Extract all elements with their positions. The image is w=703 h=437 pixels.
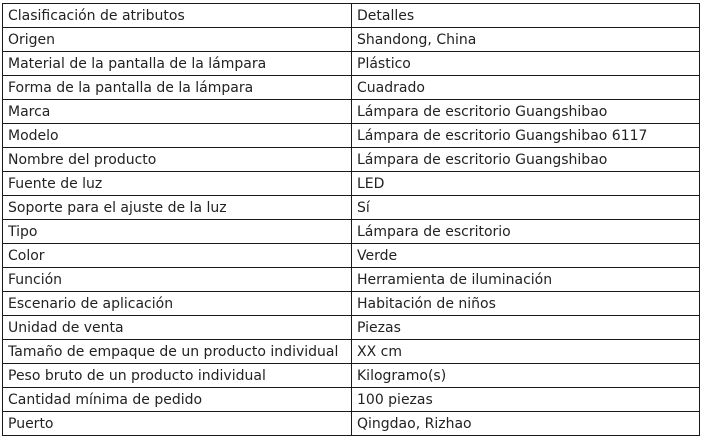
detail-cell: Qingdao, Rizhao — [352, 412, 700, 436]
table-row — [3, 316, 700, 340]
detail-cell: 100 piezas — [352, 388, 700, 412]
attribute-cell: Nombre del producto — [3, 148, 352, 172]
table-row — [3, 52, 700, 76]
detail-cell: LED — [352, 172, 700, 196]
attribute-cell: Forma de la pantalla de la lámpara — [3, 76, 352, 100]
table-row — [3, 100, 700, 124]
table-row — [3, 148, 700, 172]
product-spec-table — [2, 3, 700, 436]
attribute-cell: Modelo — [3, 124, 352, 148]
detail-cell: Lámpara de escritorio Guangshibao — [352, 148, 700, 172]
detail-cell: Habitación de niños — [352, 292, 700, 316]
table-row — [3, 220, 700, 244]
attribute-header-cell: Clasificación de atributos — [3, 4, 352, 28]
detail-cell: Shandong, China — [352, 28, 700, 52]
table-row — [3, 364, 700, 388]
attribute-cell: Tamaño de empaque de un producto individual — [3, 340, 352, 364]
attribute-cell: Puerto — [3, 412, 352, 436]
detail-cell: Sí — [352, 196, 700, 220]
detail-cell: Verde — [352, 244, 700, 268]
detail-cell: Piezas — [352, 316, 700, 340]
detail-cell: Cuadrado — [352, 76, 700, 100]
detail-cell: Plástico — [352, 52, 700, 76]
detail-cell: Lámpara de escritorio — [352, 220, 700, 244]
detail-cell: Lámpara de escritorio Guangshibao 6117 — [352, 124, 700, 148]
table-row — [3, 268, 700, 292]
attribute-cell: Fuente de luz — [3, 172, 352, 196]
attribute-cell: Soporte para el ajuste de la luz — [3, 196, 352, 220]
attribute-cell: Cantidad mínima de pedido — [3, 388, 352, 412]
attribute-cell: Origen — [3, 28, 352, 52]
table-row — [3, 172, 700, 196]
attribute-cell: Unidad de venta — [3, 316, 352, 340]
attribute-cell: Material de la pantalla de la lámpara — [3, 52, 352, 76]
table-row — [3, 28, 700, 52]
attribute-cell: Función — [3, 268, 352, 292]
table-row-header — [3, 4, 700, 28]
attribute-cell: Marca — [3, 100, 352, 124]
table-row — [3, 388, 700, 412]
detail-cell: Kilogramo(s) — [352, 364, 700, 388]
detail-cell: Lámpara de escritorio Guangshibao — [352, 100, 700, 124]
detail-cell: Herramienta de iluminación — [352, 268, 700, 292]
table-row — [3, 292, 700, 316]
attribute-cell: Color — [3, 244, 352, 268]
attribute-cell: Tipo — [3, 220, 352, 244]
table-row — [3, 124, 700, 148]
spec-table-body — [3, 4, 700, 436]
attribute-cell: Peso bruto de un producto individual — [3, 364, 352, 388]
detail-header-cell: Detalles — [352, 4, 700, 28]
table-row — [3, 244, 700, 268]
table-row — [3, 196, 700, 220]
table-row — [3, 340, 700, 364]
detail-cell: XX cm — [352, 340, 700, 364]
table-row — [3, 76, 700, 100]
attribute-cell: Escenario de aplicación — [3, 292, 352, 316]
table-row — [3, 412, 700, 436]
